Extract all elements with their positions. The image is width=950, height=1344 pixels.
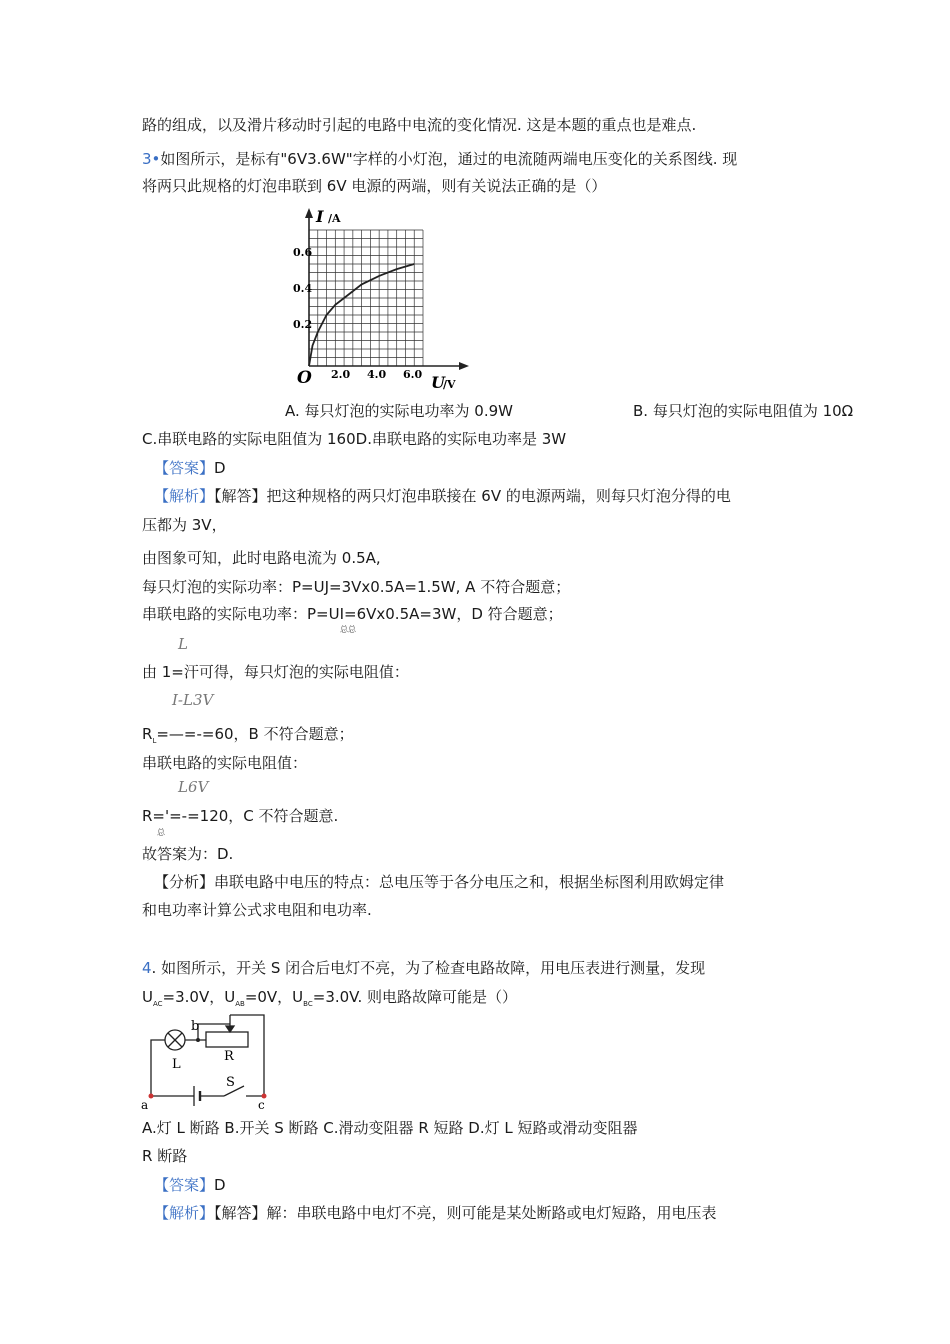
label-s: S: [226, 1075, 235, 1090]
slider-arrow: [226, 1026, 234, 1032]
node-a: [149, 1094, 154, 1099]
question-number: 4: [142, 959, 152, 977]
option-a: A. 每只灯泡的实际电功率为 0.9W: [285, 402, 513, 420]
text-line: $U_{AC}=3.0V$，$U_{AB}=0V$，$U_{BC}=3.0V$. 则电路故障可能是（）: [142, 988, 518, 1008]
formula-fragment: L: [178, 635, 188, 653]
question-number: 3: [142, 150, 152, 168]
text-line: 路的组成，以及滑片移动时引起的电路中电流的变化情况. 这是本题的重点也是难点.: [142, 116, 697, 134]
analysis-tag: 【解析】: [154, 487, 215, 505]
analysis-line: 【解析】【解答】把这种规格的两只灯泡串联接在 6V 的电源两端，则每只灯泡分得的电: [154, 487, 731, 505]
wire: [151, 1040, 165, 1096]
text-line: R='=-=120，C 不符合题意.: [142, 807, 339, 825]
graph-grid: [309, 230, 423, 366]
question-4-options: A.灯 L 断路 B.开关 S 断路 C.滑动变阻器 R 短路 D.灯 L 短路或滑动变阻器: [142, 1119, 638, 1137]
answer-value: D: [214, 1176, 226, 1194]
x-axis-unit: /V: [443, 378, 456, 391]
label-l: L: [172, 1057, 181, 1072]
answer-value: D: [214, 459, 226, 477]
text-line: 故答案为：D.: [142, 845, 234, 863]
y-tick-label: 0.2: [293, 318, 313, 331]
option-b: B. 每只灯泡的实际电阻值为 10Ω: [633, 402, 854, 420]
node-b: [196, 1038, 200, 1042]
text-line: R 断路: [142, 1147, 188, 1165]
text-line: 由图象可知，此时电路电流为 0.5A,: [142, 549, 381, 567]
origin-label: O: [297, 368, 312, 388]
answer-tag: 【答案】: [154, 459, 215, 477]
text-line: $R_L=—=-=60$，B 不符合题意；: [142, 725, 354, 745]
circuit-diagram: [140, 1012, 275, 1110]
y-axis-unit: /A: [328, 212, 341, 225]
y-axis-label: I: [316, 208, 324, 226]
analysis-line: 【解析】【解答】解：串联电路中电灯不亮，则可能是某处断路或电灯短路，用电压表: [154, 1204, 717, 1222]
bullet: •: [151, 150, 161, 168]
answer-line: [154, 1175, 226, 1195]
question-4-stem: 4. 如图所示，开关 S 闭合后电灯不亮，为了检查电路故障，用电压表进行测量，发现: [142, 959, 706, 977]
label-c: c: [258, 1098, 265, 1110]
text-line: 将两只此规格的灯泡串联到 6V 电源的两端，则有关说法正确的是（）: [142, 177, 607, 195]
y-axis-arrow: [305, 208, 313, 218]
wire: [230, 1015, 264, 1096]
answer-tag: 【答案】: [154, 1176, 215, 1194]
label-r: R: [224, 1049, 234, 1064]
summary-line: 【分析】串联电路中电压的特点：总电压等于各分电压之和，根据坐标图利用欧姆定律: [154, 873, 725, 891]
text-line: 压都为 3V，: [142, 516, 227, 534]
formula-fragment: I-L3V: [172, 691, 214, 709]
y-tick-label: 0.4: [293, 282, 313, 295]
y-tick-label: 0.6: [293, 246, 313, 259]
question-3-stem: 3•如图所示，是标有"6V3.6W"字样的小灯泡，通过的电流随两端电压变化的关系图线. 现: [142, 150, 738, 168]
x-axis-arrow: [459, 362, 469, 370]
text-line: 串联电路的实际电阻值：: [142, 754, 308, 772]
subscript: 总总: [340, 625, 356, 634]
answer-line: [154, 458, 226, 478]
x-tick-label: 2.0: [331, 368, 351, 381]
text-line: 每只灯泡的实际功率：P=UJ=3Vx0.5A=1.5W, A 不符合题意；: [142, 578, 571, 596]
x-axis-label: U: [431, 373, 445, 392]
rheostat-icon: [206, 1032, 248, 1047]
x-tick-label: 6.0: [403, 368, 423, 381]
text-line: 串联电路的实际电功率：P=UI=6Vx0.5A=3W，D 符合题意；: [142, 605, 563, 623]
formula-fragment: L6V: [178, 778, 209, 796]
label-b: b: [191, 1019, 200, 1034]
analysis-tag: 【解析】: [154, 1204, 215, 1222]
text-line: 由 1=汗可得，每只灯泡的实际电阻值：: [142, 663, 409, 681]
x-tick-label: 4.0: [367, 368, 387, 381]
option-c-d: C.串联电路的实际电阻值为 160D.串联电路的实际电功率是 3W: [142, 430, 567, 448]
label-a: a: [141, 1098, 149, 1110]
iu-graph: [285, 208, 480, 393]
text-line: 和电功率计算公式求电阻和电功率.: [142, 901, 372, 919]
subscript: 总: [157, 828, 165, 837]
